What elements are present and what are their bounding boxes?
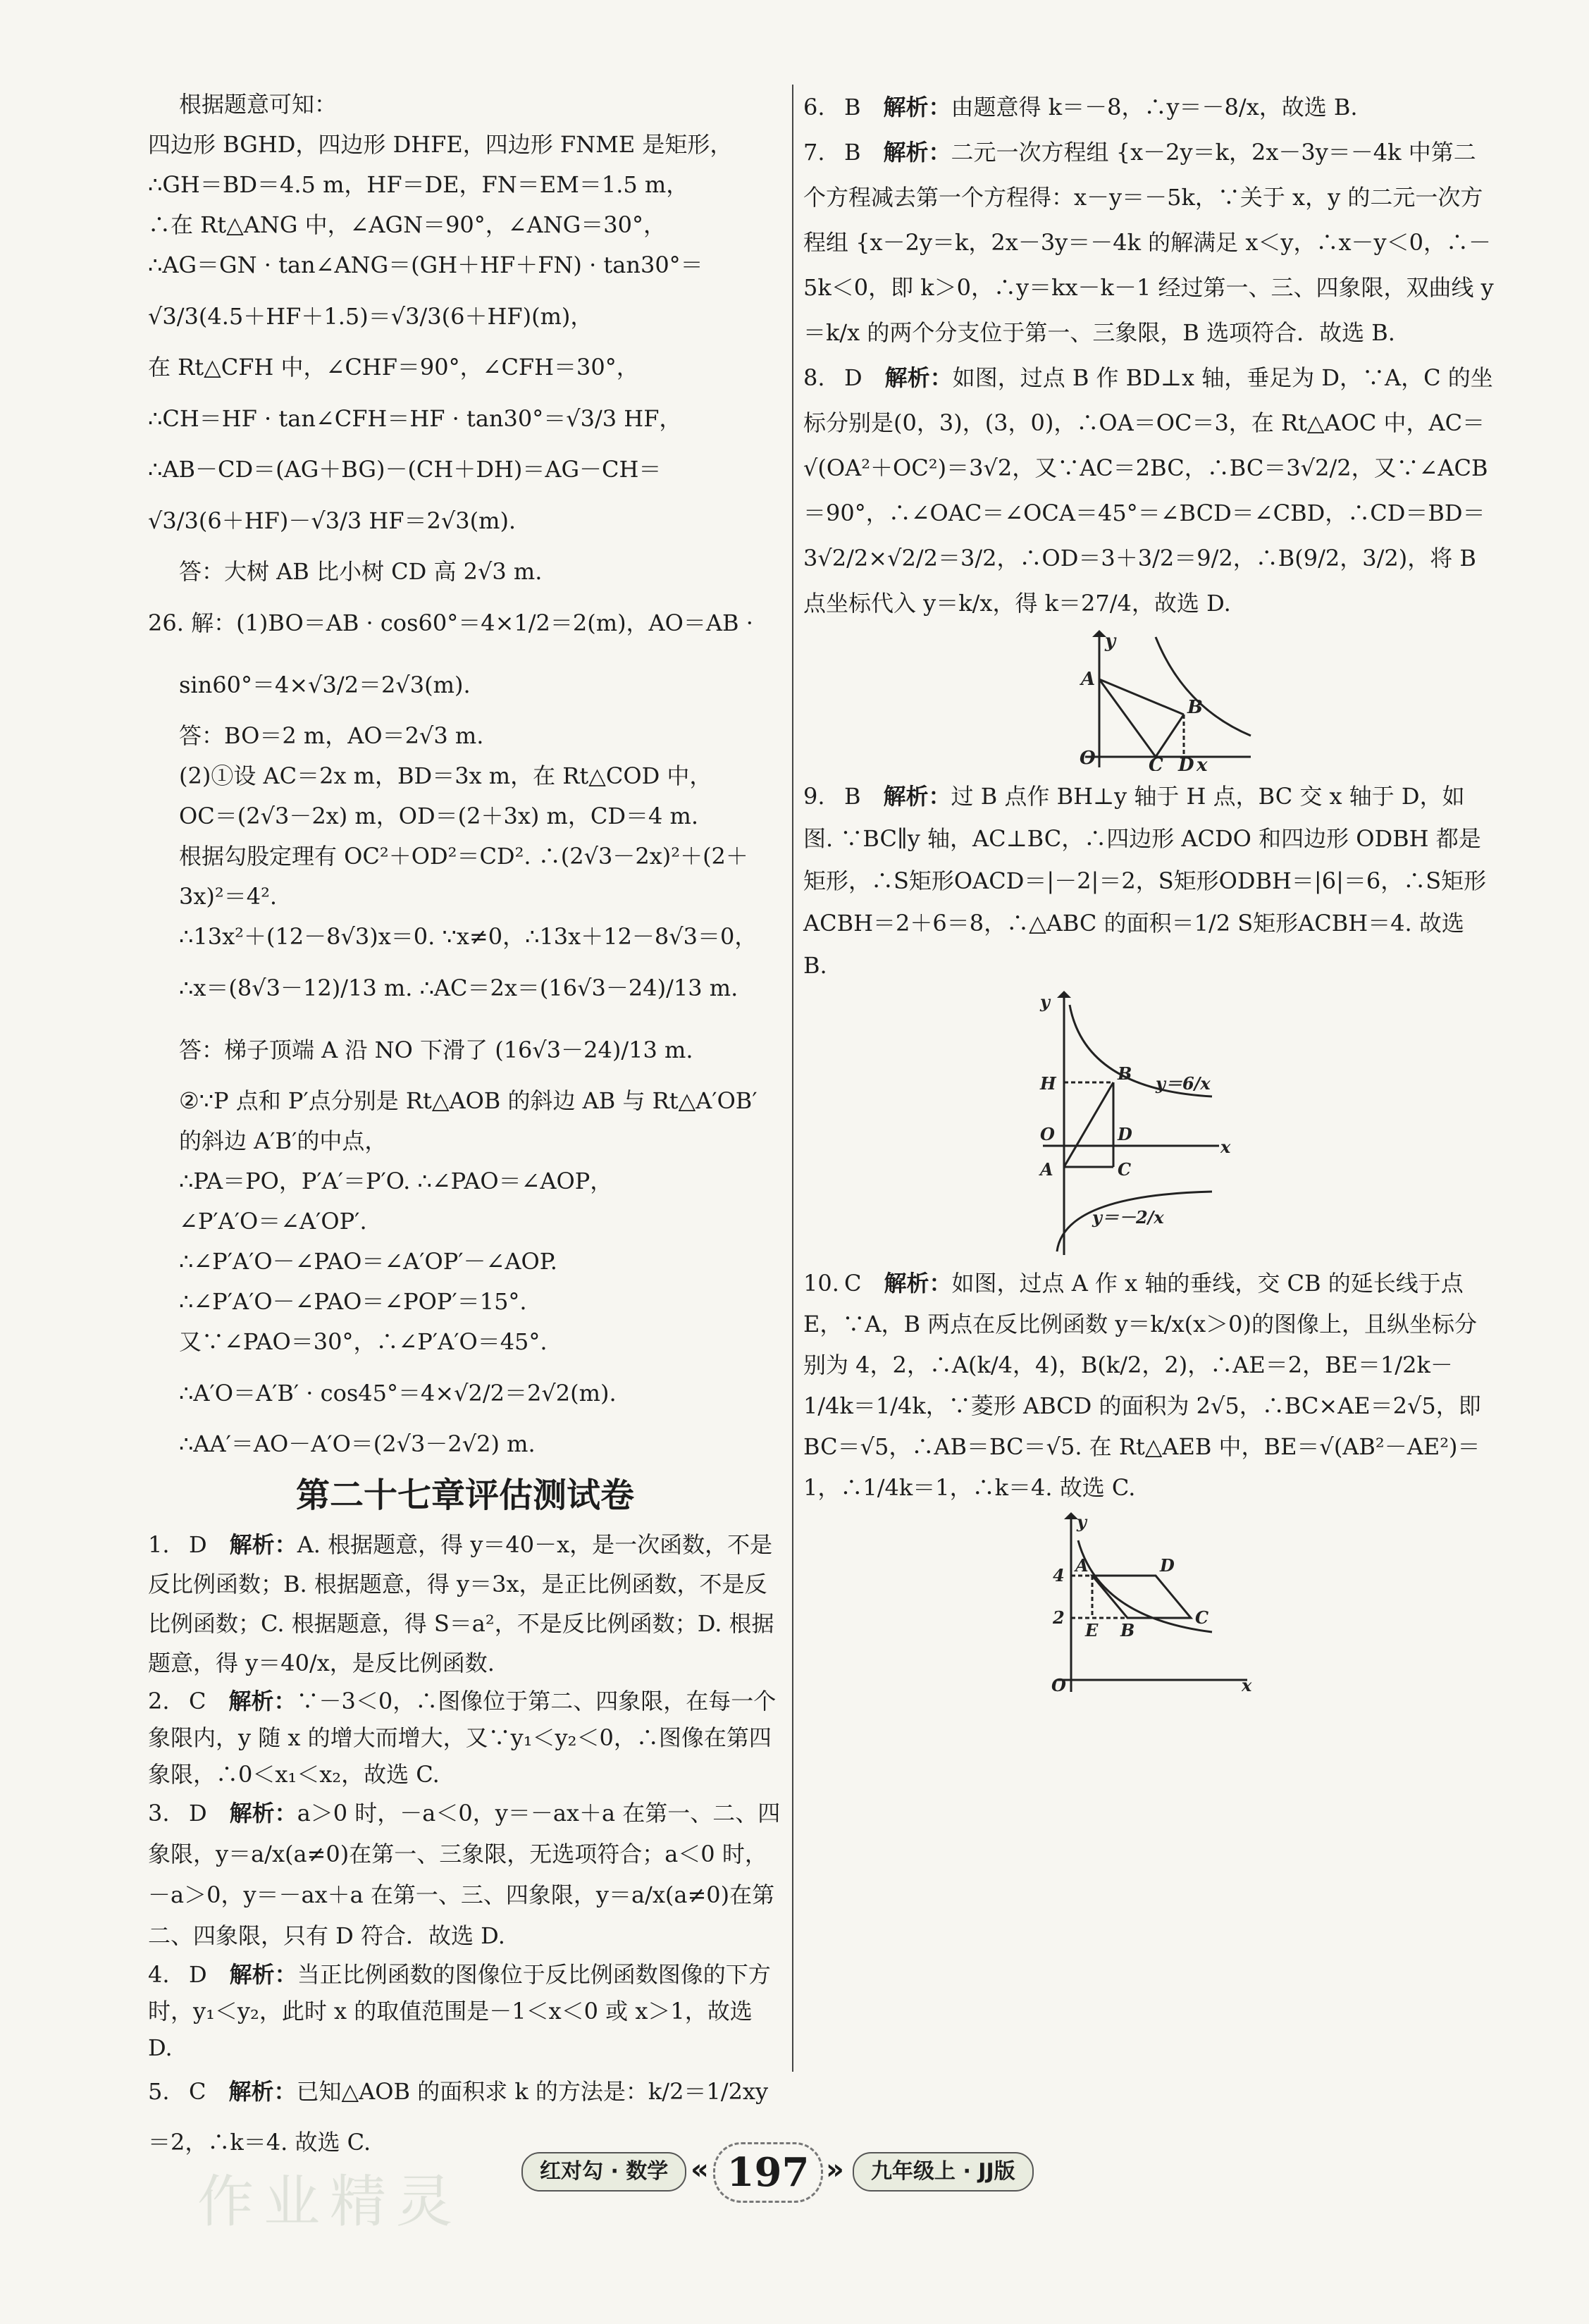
analysis-text: 当正比例函数的图像位于反比例函数图像的下方时，y₁＜y₂，此时 x 的取值范围是－1＜x＜0 或 x＞1，故选 D. — [148, 1961, 771, 2061]
answer-item-6 — [803, 85, 1494, 130]
item-number: 1. — [148, 1531, 170, 1558]
text-line: ∴x＝(8√3－12)/13 m. ∴AC＝2x＝(16√3－24)/13 m. — [179, 975, 738, 1001]
fig9-label: A — [1040, 1159, 1053, 1180]
answer-item-8 — [803, 355, 1494, 771]
text-line: 根据勾股定理有 OC²＋OD²＝CD². ∴(2√3－2x)²＋(2＋ — [179, 843, 748, 870]
y-arrow — [1064, 1512, 1078, 1519]
fig9-label: y — [1040, 991, 1050, 1012]
fig9-label: H — [1040, 1073, 1056, 1094]
item-number: 3. — [148, 1800, 170, 1827]
item-number: 4. — [148, 1961, 170, 1988]
answer-letter: C — [189, 2078, 206, 2105]
analysis-label: 解析： — [229, 1961, 297, 1988]
text-line: 3x)²＝4². — [179, 883, 278, 910]
text-line: 答：梯子顶端 A 沿 NO 下滑了 (16√3－24)/13 m. — [179, 1037, 693, 1063]
text-line: √3/3(4.5＋HF＋1.5)＝√3/3(6＋HF)(m)， — [148, 303, 593, 330]
text-line: √3/3(6＋HF)－√3/3 HF＝2√3(m). — [148, 507, 517, 534]
answer-item-3 — [148, 1793, 782, 1956]
analysis-label: 解析： — [228, 2078, 297, 2105]
text-line: ∴AA′＝AO－A′O＝(2√3－2√2) m. — [179, 1430, 536, 1457]
answer-item-1 — [148, 1525, 782, 1683]
analysis-text: 过 B 点作 BH⊥y 轴于 H 点，BC 交 x 轴于 D，如图. ∵BC∥y 轴，AC⊥BC，∴四边形 ACDO 和四边形 ODBH 都是矩形，∴S矩形OACD＝|－2|＝2，S矩形ODBH＝|6|＝6，∴S矩形ACBH＝2＋6＝8，∴△ABC 的面积＝1/2 S矩形ACBH＝4. 故选 B. — [803, 783, 1487, 979]
page-number: 197 — [713, 2142, 823, 2203]
hyperbola-curve — [1156, 637, 1251, 736]
analysis-text: 由题意得 k＝－8，∴y＝－8/x，故选 B. — [951, 94, 1358, 120]
answer-item-2 — [148, 1683, 782, 1793]
watermark: 作业精灵 — [197, 2169, 462, 2235]
text-line: 的斜边 A′B′的中点， — [179, 1127, 388, 1154]
text-line: 答：大树 AB 比小树 CD 高 2√3 m. — [179, 558, 543, 585]
right-arrow-icon: » — [826, 2153, 844, 2186]
text-line: ∴PA＝PO，P′A′＝P′O. ∴∠PAO＝∠AOP， — [179, 1168, 613, 1194]
fig8-label: x — [1197, 755, 1208, 771]
analysis-label: 解析： — [884, 364, 953, 391]
text-line: ∴CH＝HF · tan∠CFH＝HF · tan30°＝√3/3 HF， — [148, 405, 682, 432]
analysis-text: 二元一次方程组 {x－2y＝k，2x－3y＝－4k 中第二个方程减去第一个方程得：x－y＝－5k，∵关于 x，y 的二元一次方程组 {x－2y＝k，2x－3y＝－4k 的解满足 x＜y，∴x－y＜0，∴－5k＜0，即 k＞0，∴y＝kx－k－1 经过第一、三、四象限，双曲线 y＝k/x 的两个分支位于第一、三象限，B 选项符合．故选 B. — [803, 139, 1494, 346]
y-arrow — [1092, 630, 1106, 637]
answer-letter: C — [189, 1688, 206, 1714]
rhombus-abcd — [1092, 1576, 1191, 1618]
answer-letter: D — [844, 364, 862, 391]
fig10-label: 4 — [1053, 1565, 1065, 1586]
analysis-label: 解析： — [228, 1688, 297, 1714]
analysis-text: 如图，过点 A 作 x 轴的垂线，交 CB 的延长线于点 E，∵A，B 两点在反比例函数 y＝k/x(x＞0)的图像上，且纵坐标分别为 4，2，∴A(k/4，4)，B(k/2，2)，∴AE＝2，BE＝1/2k－1/4k＝1/4k，∵菱形 ABCD 的面积为 2√5，∴BC×AE＝2√5，即 BC＝√5，∴AB＝BC＝√5. 在 Rt△AEB 中，BE＝√(AB²－AE²)＝1，∴1/4k＝1，∴k＝4. 故选 C. — [803, 1270, 1481, 1501]
answer-item-7 — [803, 130, 1494, 355]
column-divider — [792, 85, 793, 2072]
text-line: sin60°＝4×√3/2＝2√3(m). — [179, 672, 471, 698]
answer-item-4 — [148, 1956, 782, 2066]
answer-letter: B — [844, 139, 861, 166]
text-line: ∠P′A′O＝∠A′OP′. — [179, 1208, 367, 1235]
analysis-text: ∵－3＜0，∴图像位于第二、四象限，在每一个象限内，y 随 x 的增大而增大，又∵y₁＜y₂＜0，∴图像在第四象限，∴0＜x₁＜x₂，故选 C. — [148, 1688, 777, 1788]
fig10-label: C — [1195, 1607, 1209, 1628]
answer-letter: B — [844, 783, 861, 810]
text-line: ∴A′O＝A′B′ · cos45°＝4×√2/2＝2√2(m). — [179, 1380, 617, 1407]
analysis-label: 解析： — [884, 1270, 952, 1297]
fig8-label: O — [1080, 748, 1096, 769]
fig9-label: y＝－2/x — [1092, 1207, 1164, 1228]
answer-letter: D — [189, 1961, 207, 1988]
fig10-label: E — [1085, 1620, 1099, 1640]
item-number: 5. — [148, 2078, 170, 2105]
text-line: 根据题意可知： — [179, 91, 338, 118]
fig10-label: A — [1075, 1555, 1089, 1576]
chapter-title: 第二十七章评估测试卷 — [295, 1476, 634, 1515]
text-line: OC＝(2√3－2x) m，OD＝(2＋3x) m，CD＝4 m. — [179, 803, 699, 829]
analysis-label: 解析： — [883, 94, 951, 120]
analysis-text: A. 根据题意，得 y＝40－x，是一次函数，不是反比例函数；B. 根据题意，得 y＝3x，是正比例函数，不是反比例函数；C. 根据题意，得 S＝a²，不是反比例函数；D. 根据题意，得 y＝40/x，是反比例函数. — [148, 1531, 774, 1676]
fig10-label: D — [1160, 1555, 1175, 1576]
text-line: ∴在 Rt△ANG 中，∠AGN＝90°，∠ANG＝30°， — [148, 211, 666, 238]
fig9-label: B — [1118, 1063, 1132, 1084]
text-line: ∴∠P′A′O－∠PAO＝∠POP′＝15°. — [179, 1288, 527, 1315]
answer-letter: B — [844, 94, 861, 120]
fig10-label: O — [1051, 1675, 1066, 1695]
fig9-label: y＝6/x — [1156, 1073, 1211, 1094]
fig9-label: O — [1040, 1124, 1055, 1144]
segment-ab — [1064, 1082, 1113, 1167]
text-line: ∴∠P′A′O－∠PAO＝∠A′OP′－∠AOP. — [179, 1248, 557, 1275]
fig8-label: B — [1187, 697, 1203, 718]
analysis-label: 解析： — [883, 783, 951, 810]
segment-cb — [1156, 715, 1184, 757]
figure-q9 — [1036, 991, 1233, 1259]
text-line: 四边形 BGHD，四边形 DHFE，四边形 FNME 是矩形， — [148, 131, 733, 158]
item-number: 8. — [803, 364, 825, 391]
fig9-label: x — [1220, 1137, 1231, 1157]
book-title-label: 红对勾 · 数学 — [521, 2152, 686, 2192]
text-line: (2)①设 AC＝2x m，BD＝3x m，在 Rt△COD 中， — [179, 762, 712, 789]
answer-item-9 — [803, 775, 1494, 1259]
fig8-label: D — [1178, 755, 1194, 771]
answer-item-10 — [803, 1263, 1494, 1695]
item-number: 2. — [148, 1688, 170, 1714]
text-line: ∴GH＝BD＝4.5 m，HF＝DE，FN＝EM＝1.5 m， — [148, 171, 689, 198]
text-line: 又∵∠PAO＝30°，∴∠P′A′O＝45°. — [179, 1328, 548, 1355]
text-line: ∴13x²＋(12－8√3)x＝0. ∵x≠0，∴13x＋12－8√3＝0， — [179, 923, 758, 950]
item-number: 9. — [803, 783, 825, 810]
fig10-label: 2 — [1053, 1607, 1065, 1628]
fig8-label: C — [1149, 755, 1163, 771]
y-arrow — [1057, 991, 1071, 998]
analysis-text: 已知△AOB 的面积求 k 的方法是：k/2＝1/2xy＝2，∴k＝4. 故选 C. — [148, 2078, 769, 2156]
text-line: ②∵P 点和 P′点分别是 Rt△AOB 的斜边 AB 与 Rt△A′OB′ — [179, 1087, 758, 1114]
text-line: ∴AG＝GN · tan∠ANG＝(GH＋HF＋FN) · tan30°＝ — [148, 252, 703, 278]
analysis-label: 解析： — [883, 139, 951, 166]
fig9-label: D — [1118, 1124, 1132, 1144]
answer-letter: D — [189, 1800, 207, 1827]
text-line: 在 Rt△CFH 中，∠CHF＝90°，∠CFH＝30°， — [148, 354, 639, 381]
analysis-label: 解析： — [229, 1531, 297, 1558]
item-number: 6. — [803, 94, 825, 120]
analysis-text: 如图，过点 B 作 BD⊥x 轴，垂足为 D，∵A，C 的坐标分别是(0，3)，(3，0)，∴OA＝OC＝3，在 Rt△AOC 中，AC＝√(OA²＋OC²)＝3√2，又∵AC＝2BC，∴BC＝3√2/2，又∵∠ACB＝90°，∴∠OAC＝∠OCA＝45°＝∠BCD＝∠CBD，∴CD＝BD＝3√2/2×√2/2＝3/2，∴OD＝3＋3/2＝9/2，∴B(9/2，3/2)，将 B 点坐标代入 y＝k/x，得 k＝27/4，故选 D. — [803, 364, 1493, 617]
left-arrow-icon: « — [691, 2153, 709, 2186]
figure-q8 — [1071, 630, 1261, 771]
fig10-label: y — [1077, 1512, 1087, 1532]
grade-edition-label: 九年级上 · JJ版 — [853, 2152, 1034, 2192]
fig8-label: A — [1081, 669, 1096, 690]
item-number: 7. — [803, 139, 825, 166]
right-column — [803, 85, 1494, 1700]
answer-letter: C — [844, 1270, 862, 1297]
fig10-label: B — [1120, 1620, 1135, 1640]
fig10-label: x — [1242, 1675, 1252, 1695]
item-number: 10. — [803, 1270, 839, 1297]
text-line: 答：BO＝2 m，AO＝2√3 m. — [179, 722, 484, 749]
analysis-label: 解析： — [229, 1800, 297, 1827]
analysis-text: a＞0 时，－a＜0，y＝－ax＋a 在第一、二、四象限，y＝a/x(a≠0)在第一、三象限，无选项符合；a＜0 时，－a＞0，y＝－ax＋a 在第一、三、四象限，y＝a/x(a≠0)在第二、四象限，只有 D 符合．故选 D. — [148, 1800, 781, 1949]
text-line: ∴AB－CD＝(AG＋BG)－(CH＋DH)＝AG－CH＝ — [148, 456, 662, 483]
fig8-label: y — [1105, 631, 1116, 652]
left-column — [148, 85, 782, 2168]
figure-q10 — [1043, 1512, 1254, 1695]
answer-letter: D — [189, 1531, 207, 1558]
fig9-label: C — [1118, 1159, 1132, 1180]
text-line: 26. 解：(1)BO＝AB · cos60°＝4×1/2＝2(m)，AO＝AB · — [148, 610, 753, 636]
